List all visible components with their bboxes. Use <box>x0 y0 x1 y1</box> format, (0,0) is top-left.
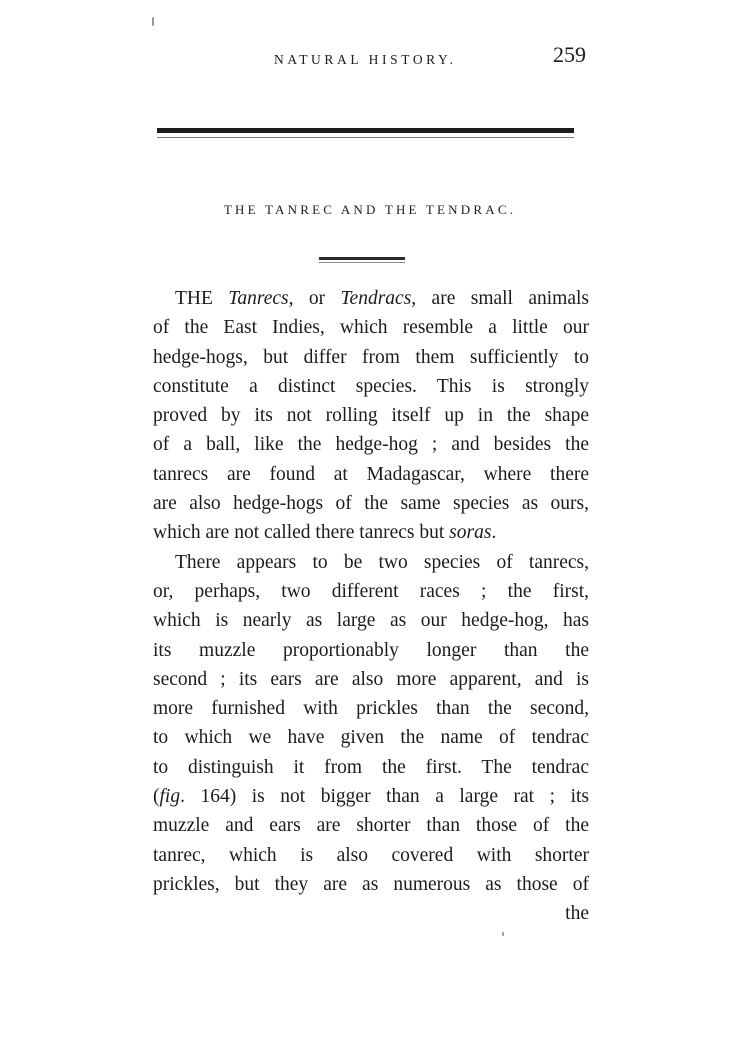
text-line: to distinguish it from the first. The tendrac <box>153 756 589 778</box>
text-line: to which we have given the name of tendrac <box>153 727 589 749</box>
text-line: which is nearly as large as our hedge-hog, has <box>153 610 589 632</box>
header-rule-thin <box>157 137 574 138</box>
text-line: THE Tanrecs, or Tendracs, are small animals <box>175 288 590 309</box>
text-line: constitute a distinct species. This is strongly <box>153 375 589 397</box>
italic-term: fig <box>159 786 181 808</box>
running-title: NATURAL HISTORY. <box>274 52 457 67</box>
header-rule <box>157 128 574 133</box>
body-text <box>153 284 589 929</box>
page-number: 259 <box>553 42 586 67</box>
section-title: THE TANREC AND THE TENDRAC. <box>223 202 517 217</box>
section-rule-thin <box>319 262 405 263</box>
text-line: of the East Indies, which resemble a little our <box>153 317 589 339</box>
text-line: prickles, but they are as numerous as those of <box>153 873 589 895</box>
text-line: its muzzle proportionably longer than the <box>153 639 589 661</box>
text-line: are also hedge-hogs of the same species as ours, <box>153 493 589 515</box>
text-line: or, perhaps, two different races ; the first, <box>153 580 589 602</box>
text-line: muzzle and ears are shorter than those of the <box>153 815 589 837</box>
text-line: more furnished with prickles than the second, <box>153 698 589 720</box>
text-line: tanrec, which is also covered with shorter <box>153 844 589 866</box>
italic-term: soras <box>449 522 492 544</box>
text-line: hedge-hogs, but differ from them sufficiently to <box>153 346 589 368</box>
text-line: second ; its ears are also more apparent, and is <box>153 668 589 690</box>
text-line: (fig. 164) is not bigger than a large rat ; its <box>153 786 589 808</box>
italic-term: Tendracs <box>340 288 412 309</box>
catchword: the <box>565 903 589 925</box>
text-line: which are not called there tanrecs but soras. <box>153 522 497 544</box>
text-line: proved by its not rolling itself up in the shape <box>153 405 589 427</box>
text-line: There appears to be two species of tanrecs, <box>175 551 589 573</box>
section-rule <box>319 257 405 260</box>
running-head <box>150 42 590 82</box>
italic-term: Tanrecs <box>228 288 289 309</box>
text-line: tanrecs are found at Madagascar, where there <box>153 463 589 485</box>
text-line: of a ball, like the hedge-hog ; and besides the <box>153 434 589 456</box>
